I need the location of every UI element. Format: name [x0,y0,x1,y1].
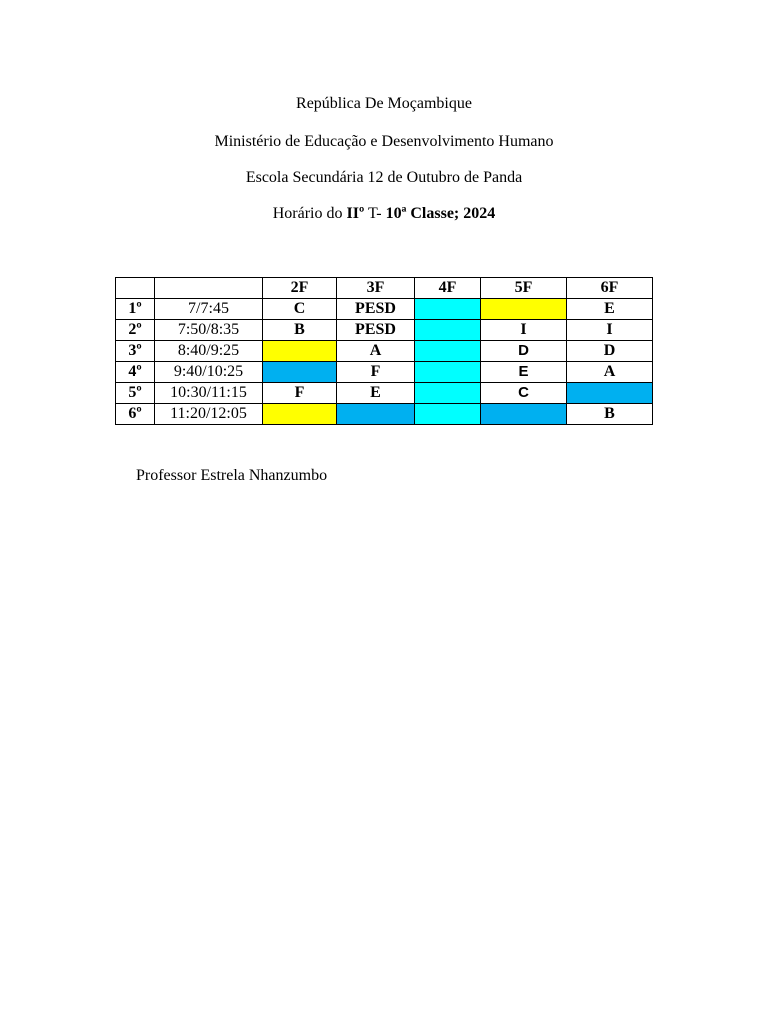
school-heading: Escola Secundária 12 de Outubro de Panda [245,169,523,186]
subject-cell: D [481,341,567,362]
table-header-row [116,278,653,299]
subject-cell: I [567,320,653,341]
time-cell: 9:40/10:25 [155,362,263,383]
header-cell-period [116,278,155,299]
subject-cell [481,404,567,425]
subject-cell: C [481,383,567,404]
schedule-title-prefix: Horário do [272,205,347,222]
table-row [116,320,653,341]
subject-cell [337,404,415,425]
subject-cell: F [263,383,337,404]
schedule-title [0,204,768,224]
subject-cell [415,362,481,383]
header-cell-2f: 2F [263,278,337,299]
header-cell-5f: 5F [481,278,567,299]
country-heading: República De Moçambique [296,95,472,112]
subject-cell: E [567,299,653,320]
subject-cell: C [263,299,337,320]
period-cell: 2º [116,320,155,341]
subject-cell: A [567,362,653,383]
table-row [116,362,653,383]
subject-cell [415,320,481,341]
table-row [116,341,653,362]
period-cell: 4º [116,362,155,383]
table-row [116,299,653,320]
subject-cell [415,341,481,362]
schedule-title-turn: IIº [346,205,365,222]
schedule-title-class: 10ª Classe; 2024 [385,205,496,222]
table-row [116,404,653,425]
header-cell-6f: 6F [567,278,653,299]
period-cell: 1º [116,299,155,320]
subject-cell: PESD [337,299,415,320]
header-cell-4f: 4F [415,278,481,299]
time-cell: 11:20/12:05 [155,404,263,425]
subject-cell: F [337,362,415,383]
header-cell-3f: 3F [337,278,415,299]
subject-cell [263,404,337,425]
subject-cell: A [337,341,415,362]
subject-cell: B [263,320,337,341]
subject-cell [263,341,337,362]
schedule-title-mid: T- [364,205,386,222]
subject-cell [415,299,481,320]
subject-cell [415,383,481,404]
subject-cell: E [337,383,415,404]
period-cell: 5º [116,383,155,404]
subject-cell [567,383,653,404]
teacher-signature-line: Professor Estrela Nhanzumbo [136,467,328,484]
table-row [116,383,653,404]
subject-cell: E [481,362,567,383]
schedule-table [115,277,653,425]
subject-cell: PESD [337,320,415,341]
subject-cell [263,362,337,383]
period-cell: 3º [116,341,155,362]
subject-cell: I [481,320,567,341]
ministry-heading: Ministério de Educação e Desenvolvimento Humano [214,133,554,150]
period-cell: 6º [116,404,155,425]
subject-cell [415,404,481,425]
time-cell: 10:30/11:15 [155,383,263,404]
subject-cell: D [567,341,653,362]
subject-cell: B [567,404,653,425]
header-cell-time [155,278,263,299]
time-cell: 7:50/8:35 [155,320,263,341]
time-cell: 7/7:45 [155,299,263,320]
time-cell: 8:40/9:25 [155,341,263,362]
subject-cell [481,299,567,320]
